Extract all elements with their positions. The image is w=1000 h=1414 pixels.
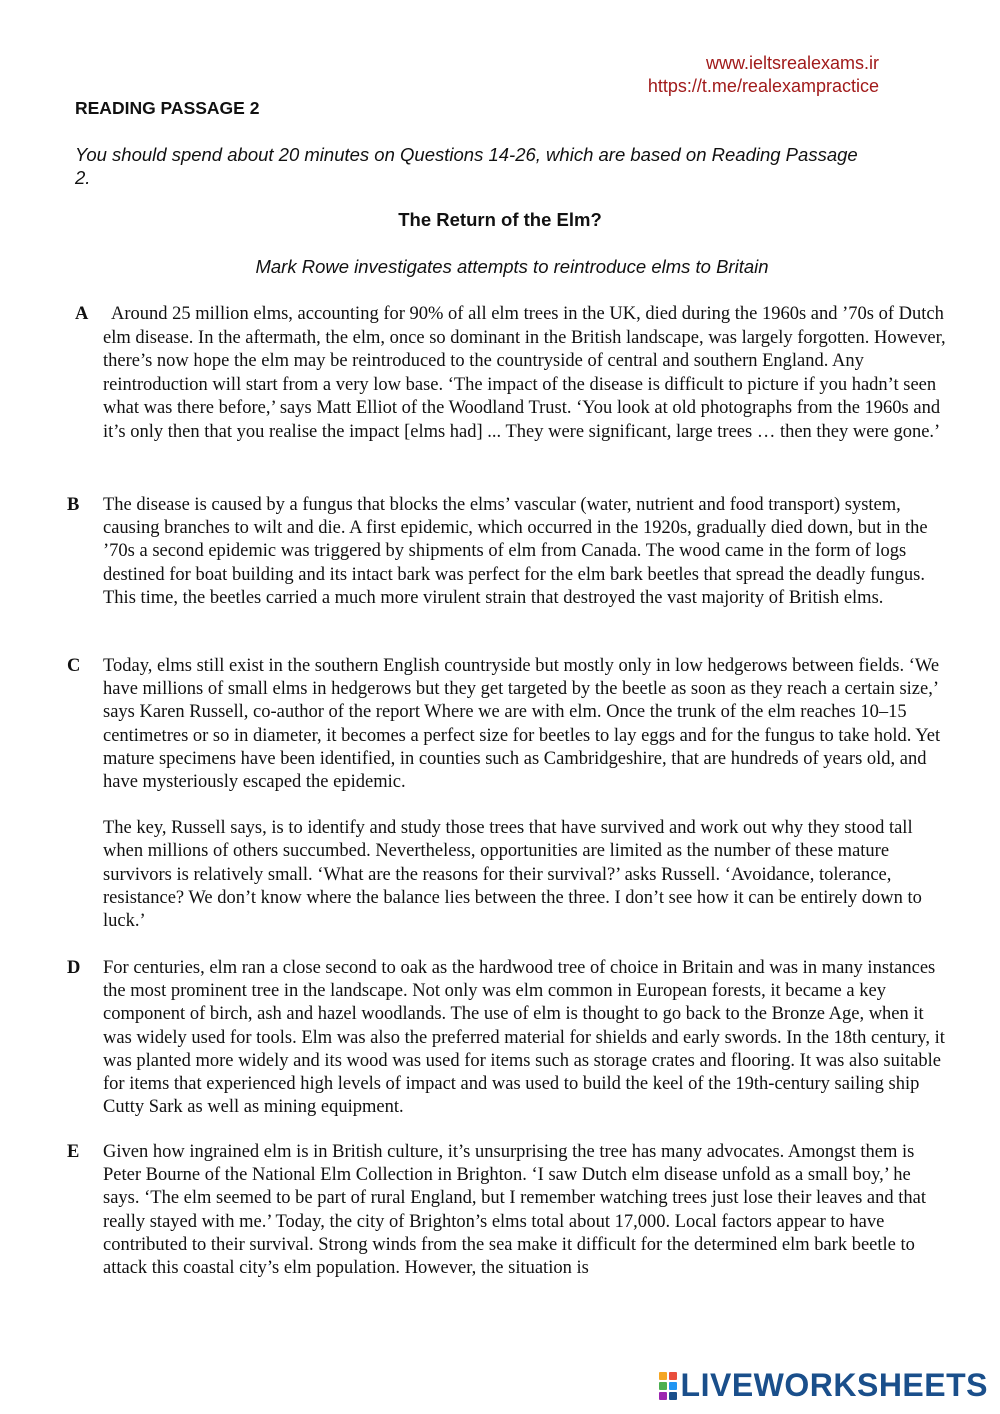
paragraph-a: [67, 303, 947, 467]
paragraph-letter: C: [67, 656, 81, 676]
paragraph-text: [103, 655, 947, 933]
paragraph-c: [67, 655, 947, 956]
paragraph-letter: D: [67, 958, 81, 978]
paragraph-body: Around 25 million elms, accounting for 90% of all elm trees in the UK, died during the 1960s and ’70s of Dutch elm disease. In the aftermath, the elm, once so dominant in the British landscape, was largely forgotten. However, there’s now hope the elm may be reintroduced to the countryside of central and southern England. Any reintroduction will start from a very low base. ‘The impact of the disease is difficult to picture if you hadn’t seen what was there before,’ says Matt Elliot of the Woodland Trust. ‘You look at old photographs from the 1960s and it’s only then that you realise the impact [elms had] ... They were significant, large trees … then they were gone.’: [103, 304, 946, 442]
website-link[interactable]: www.ieltsrealexams.ir: [705, 53, 879, 73]
paragraph-text: [103, 303, 947, 444]
paragraph-letter: E: [67, 1142, 80, 1162]
liveworksheets-logo-icon: [659, 1372, 677, 1400]
paragraph-body: The key, Russell says, is to identify and study those trees that have survived and work out why they stood tall when millions of others succumbed. Nevertheless, opportunities are limited as the number of these mature survivors is relatively small. ‘What are the reasons for their survival?’ asks Russell. ‘Avoidance, tolerance, resistance? We don’t know where the balance lies between the three. I don’t see how it can be entirely down to luck.’: [103, 818, 922, 932]
paragraph-body: The disease is caused by a fungus that blocks the elms’ vascular (water, nutrient and food transport) system, causing branches to wilt and die. A first epidemic, which occurred in the 1920s, gradually died down, but in the ’70s a second epidemic was triggered by shipments of elm from Canada. The wood came in the form of logs destined for boat building and its intact bark was perfect for the elm bark beetles that spread the deadly fungus. This time, the beetles carried a much more virulent strain that destroyed the vast majority of British elms.: [103, 495, 928, 608]
paragraph-body: For centuries, elm ran a close second to oak as the hardwood tree of choice in Britain and was in many instances the most prominent tree in the landscape. Not only was elm common in European forests, it became a key component of birch, ash and hazel woodlands. The use of elm is thought to go back to the Bronze Age, when it was widely used for tools. Elm was also the preferred material for shields and early swords. In the 18th century, it was planted more widely and its wood was used for items such as storage crates and flooring. It was also suitable for items that experienced high levels of impact and was used to build the keel of the 19th-century sailing ship Cutty Sark as well as mining equipment.: [103, 958, 945, 1118]
paragraph-b: [67, 494, 947, 633]
paragraph-body: Given how ingrained elm is in British culture, it’s unsurprising the tree has many advocates. Amongst them is Peter Bourne of the National Elm Collection in Brighton. ‘I saw Dutch elm disease unfold as a small boy,’ he says. ‘The elm seemed to be part of rural England, but I remember watching trees just lose their leaves and that really stayed with me.’ Today, the city of Brighton’s elms total about 17,000. Local factors appear to have contributed to their survival. Strong winds from the sea make it difficult for the determined elm bark beetle to attack this coastal city’s elm population. However, the situation is: [103, 1142, 926, 1279]
passage-title: The Return of the Elm?: [398, 209, 602, 230]
paragraph-letter: A: [75, 304, 89, 324]
liveworksheets-logo-text: LIVEWORKSHEETS: [680, 1367, 988, 1403]
section-heading: READING PASSAGE 2: [75, 98, 260, 118]
paragraph-body: Today, elms still exist in the southern English countryside but mostly only in low hedgerows between fields. ‘We have millions of small elms in hedgerows but they get targeted by the beetle as soon as they reach a certain size,’ says Karen Russell, co-author of the report Where we are with elm. Once the trunk of the elm reaches 10–15 centimetres or so in diameter, it becomes a perfect size for beetles to lay eggs and for the fungus to take hold. Yet mature specimens have been identified, in counties such as Cambridgeshire, that are hundreds of years old, and have mysteriously escaped the epidemic.: [103, 656, 941, 793]
liveworksheets-logo[interactable]: [659, 1367, 988, 1404]
paragraph-text: [103, 1141, 947, 1280]
passage-subtitle: Mark Rowe investigates attempts to reintroduce elms to Britain: [255, 256, 769, 277]
paragraph-text: [103, 494, 947, 610]
paragraph-e: [67, 1141, 947, 1303]
paragraph-d: [67, 957, 947, 1142]
header-links: [648, 52, 879, 98]
paragraph-text: [103, 957, 947, 1119]
paragraph-letter: B: [67, 495, 80, 515]
telegram-link[interactable]: https://t.me/realexampractice: [647, 76, 879, 96]
instructions: You should spend about 20 minutes on Questions 14-26, which are based on Reading Passage 2.: [75, 144, 858, 188]
